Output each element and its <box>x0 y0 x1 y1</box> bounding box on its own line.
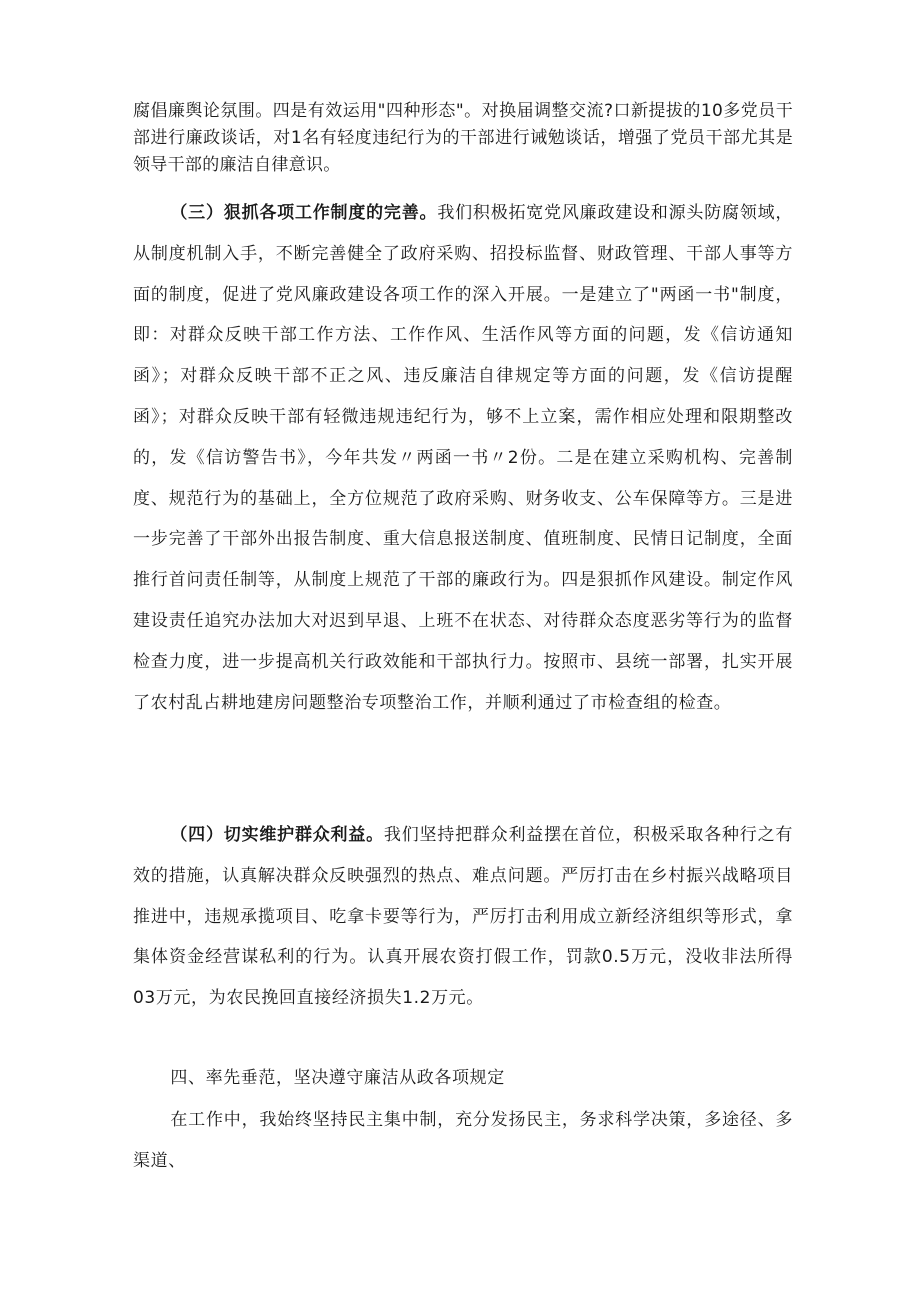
section-four-body: 我们坚持把群众利益摆在首位，积极采取各种行之有效的措施，认真解决群众反映强烈的热点、难点问题。严厉打击在乡村振兴战略项目推进中，违规承揽项目、吃拿卡要等行为，严厉打击利用成立新经济组织等形式，拿集体资金经营谋私利的行为。认真开展农资打假工作，罚款0.5万元，没收非法所得03万元，为农民挽回直接经济损失1.2万元。 <box>133 825 793 1009</box>
paragraph-democratic-centralism: 在工作中，我始终坚持民主集中制，充分发扬民主，务求科学决策，多途径、多渠道、 <box>133 1110 793 1171</box>
paragraph-integrity-talks: 腐倡廉舆论氛围。四是有效运用"四种形态"。对换届调整交流?口新提拔的10多党员干部进行廉政谈话，对1名有轻度违纪行为的干部进行诫勉谈话，增强了党员干部尤其是领导干部的廉洁自律意识。 <box>133 101 793 175</box>
paragraph-section-three <box>133 193 793 723</box>
section-four-heading: （四）切实维护群众利益。 <box>170 825 384 845</box>
chapter-four-heading: 四、率先垂范，坚决遵守廉洁从政各项规定 <box>170 1068 505 1088</box>
paragraph-section-four <box>133 815 793 1019</box>
section-three-body: 我们积极拓宽党风廉政建设和源头防腐领域，从制度机制入手，不断完善健全了政府采购、招投标监督、财政管理、干部人事等方面的制度，促进了党风廉政建设各项工作的深入开展。一是建立了"两函一书"制度，即：对群众反映干部工作方法、工作作风、生活作风等方面的问题，发《信访通知函》；对群众反映干部不正之风、违反廉洁自律规定等方面的问题，发《信访提醒函》；对群众反映干部有轻微违规违纪行为，够不上立案，需作相应处理和限期整改的，发《信访警告书》，今年共发〃两函一书〃2份。二是在建立采购机构、完善制度、规范行为的基础上，全方位规范了政府采购、财务收支、公车保障等方。三是进一步完善了干部外出报告制度、重大信息报送制度、值班制度、民情日记制度，全面推行首问责任制等，从制度上规范了干部的廉政行为。四是狠抓作风建设。制定作风建设责任追究办法加大对迟到早退、上班不在状态、对待群众态度恶劣等行为的监督检查力度，进一步提高机关行政效能和干部执行力。按照市、县统一部署，扎实开展了农村乱占耕地建房问题整治专项整治工作，并顺利通过了市检查组的检查。 <box>133 203 794 713</box>
section-three-heading: （三）狠抓各项工作制度的完善。 <box>170 203 438 223</box>
